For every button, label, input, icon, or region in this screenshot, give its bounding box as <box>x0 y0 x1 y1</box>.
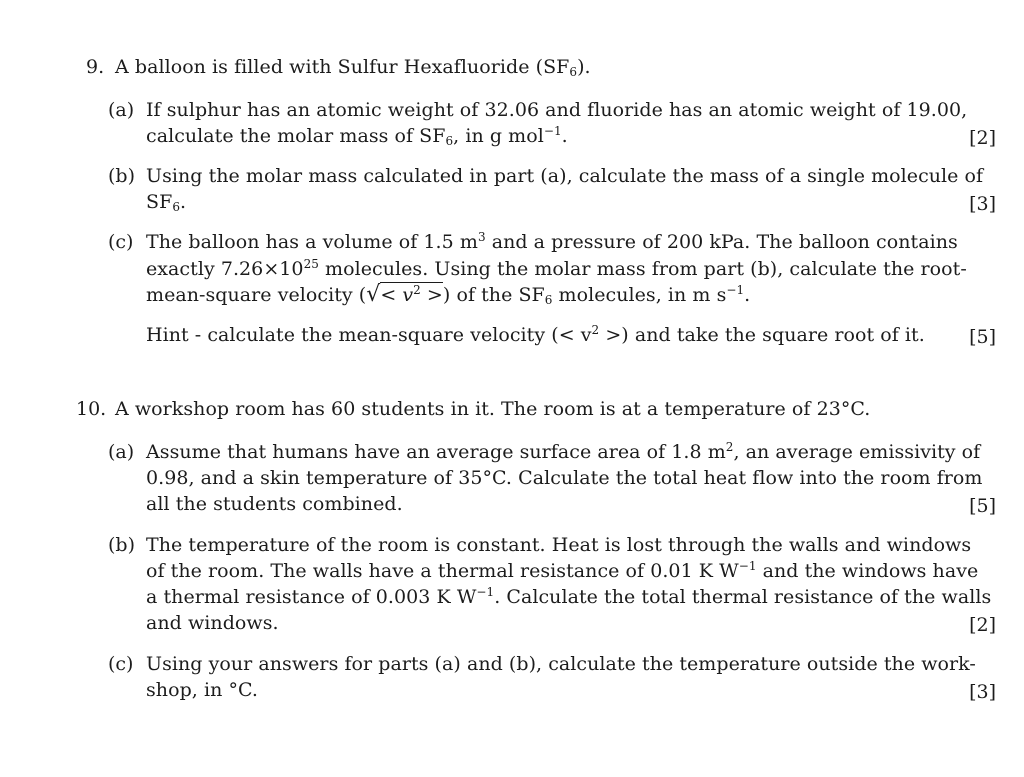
part-10c-line-2: shop, in °C. <box>146 679 259 701</box>
part-9b-line-1: Using the molar mass calculated in part (a), calculate the mass of a single molecule of <box>146 165 984 187</box>
part-10b-line-3: a thermal resistance of 0.003 K $W^{-1}$. Calculate the total thermal resistance of the walls <box>146 585 992 608</box>
part-10b-line-1: The temperature of the room is constant. Heat is lost through the walls and windows <box>146 534 972 556</box>
part-10c-line-1: Using your answers for parts (a) and (b), calculate the temperature outside the work- <box>146 653 976 675</box>
part-10b-marks: [2] <box>969 614 996 636</box>
part-9b-label: (b) <box>108 165 135 187</box>
part-9a-marks: [2] <box>969 127 996 149</box>
part-9a-line-1: If sulphur has an atomic weight of 32.06 and fluoride has an atomic weight of 19.00, <box>146 99 968 121</box>
part-9c-label: (c) <box>108 231 134 253</box>
part-10b-label: (b) <box>108 534 135 556</box>
part-10b-line-2: of the room. The walls have a thermal resistance of 0.01 K $W^{-1}$ and the windows have <box>146 559 979 582</box>
question-10-stem: A workshop room has 60 students in it. The room is at a temperature of 23°C. <box>115 398 871 420</box>
part-10a-line-1: Assume that humans have an average surface area of 1.8 $m^2$, an average emissivity of <box>146 440 981 463</box>
part-9c-line-2: exactly $7.26\times 10^{25}$ molecules. Using the molar mass from part (b), calculate the root- <box>146 257 967 280</box>
square-root-expression: √< $v^2$ > <box>366 282 443 307</box>
part-9c-hint: Hint - calculate the mean-square velocity (< $v^2$ >) and take the square root of it. <box>146 323 925 346</box>
part-9b-line-2: $SF_6$. <box>146 191 187 214</box>
part-9a-label: (a) <box>108 99 135 121</box>
question-9-number: 9. <box>86 56 105 78</box>
part-9c-line-3: mean-square velocity (√< $v^2$ >) of the $SF_6$ molecules, in m $s^{-1}$. <box>146 282 751 307</box>
part-9a-line-2: calculate the molar mass of $SF_6$, in g mol$^{-1}$. <box>146 124 568 148</box>
part-9c-line-1: The balloon has a volume of 1.5 $m^3$ and a pressure of 200 kPa. The balloon contains <box>146 230 958 253</box>
part-10a-line-2: 0.98, and a skin temperature of 35°C. Calculate the total heat flow into the room from <box>146 467 983 489</box>
part-10a-label: (a) <box>108 441 135 463</box>
part-9c-marks: [5] <box>969 326 996 348</box>
question-9-stem: A balloon is filled with Sulfur Hexafluoride $(SF_6)$. <box>115 56 591 79</box>
part-10a-line-3: all the students combined. <box>146 493 403 515</box>
part-10b-line-4: and windows. <box>146 612 279 634</box>
part-9b-marks: [3] <box>969 193 996 215</box>
part-10c-label: (c) <box>108 653 134 675</box>
part-10a-marks: [5] <box>969 495 996 517</box>
question-10-number: 10. <box>76 398 107 420</box>
part-10c-marks: [3] <box>969 681 996 703</box>
